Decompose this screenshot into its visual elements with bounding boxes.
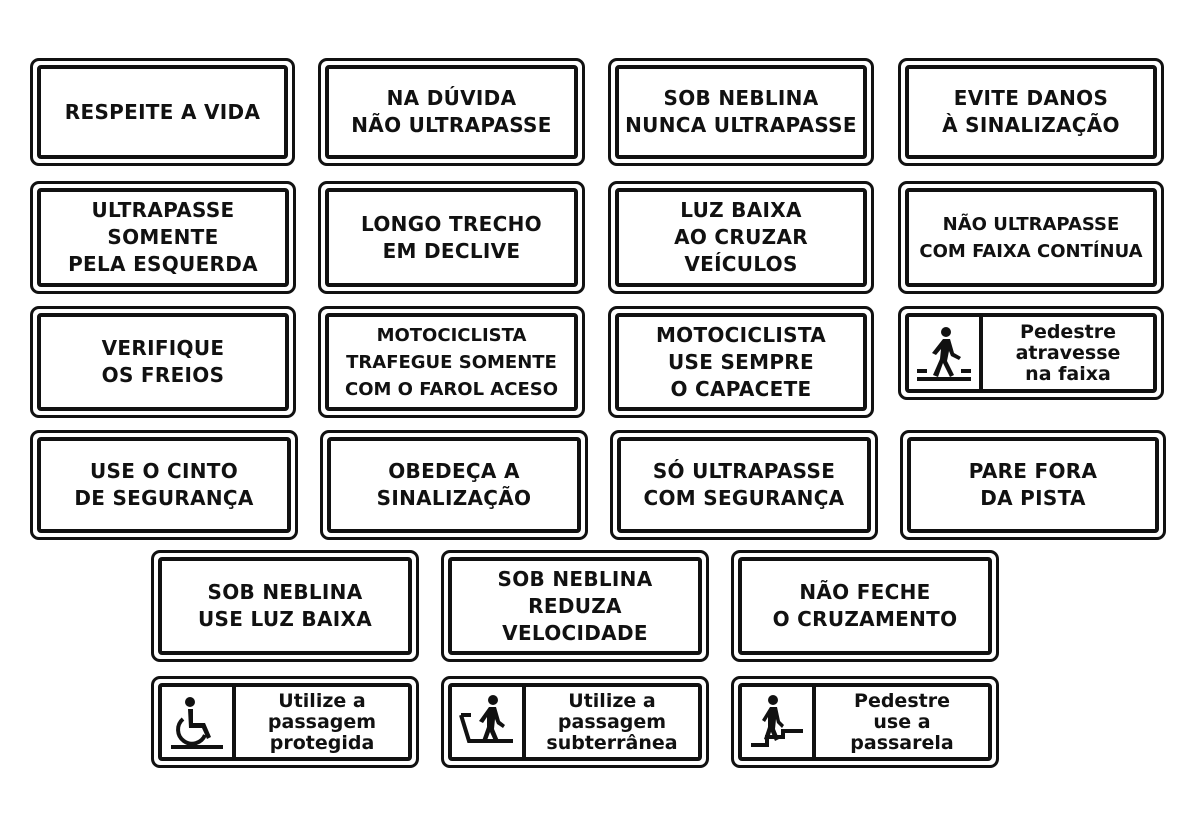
sign-ultrapasse-somente-pela-esquerda: [30, 181, 296, 294]
sign-utilize-a-passagem-protegida: [151, 676, 419, 768]
sign-na-duvida-nao-ultrapasse: [318, 58, 585, 166]
sign-text: EVITE DANOS À SINALIZAÇÃO: [942, 86, 1120, 137]
sign-text: SÓ ULTRAPASSE COM SEGURANÇA: [643, 459, 845, 510]
sign-use-o-cinto-de-seguranca: [30, 430, 298, 540]
sign-pedestre-use-a-passarela: [731, 676, 999, 768]
sign-nao-ultrapasse-com-faixa-continua: [898, 181, 1164, 294]
sign-text: MOTOCICLISTA USE SEMPRE O CAPACETE: [655, 322, 827, 401]
sign-text: NÃO ULTRAPASSE COM FAIXA CONTÍNUA: [919, 213, 1143, 262]
sign-text: SOB NEBLINA REDUZA VELOCIDADE: [497, 566, 653, 645]
sign-text: OBEDEÇA A SINALIZAÇÃO: [376, 459, 532, 510]
sign-sob-neblina-reduza-velocidade: [441, 550, 709, 662]
wheelchair-icon: [162, 687, 236, 757]
sign-pedestre-atravesse-na-faixa: [898, 306, 1164, 400]
sign-text: Pedestre atravesse na faixa: [1015, 320, 1121, 385]
sign-text: Pedestre use a passarela: [850, 689, 954, 754]
sign-obedeca-a-sinalizacao: [320, 430, 588, 540]
sign-sob-neblina-use-luz-baixa: [151, 550, 419, 662]
underpass-pedestrian-icon: [452, 687, 526, 757]
sign-motociclista-trafegue-somente-com-farol: [318, 306, 585, 418]
sign-text: USE O CINTO DE SEGURANÇA: [74, 459, 254, 510]
sign-text: SOB NEBLINA USE LUZ BAIXA: [198, 580, 372, 631]
sign-nao-feche-o-cruzamento: [731, 550, 999, 662]
sign-text: NA DÚVIDA NÃO ULTRAPASSE: [351, 86, 552, 137]
sign-text: SOB NEBLINA NUNCA ULTRAPASSE: [625, 86, 857, 137]
sign-text: RESPEITE A VIDA: [64, 99, 261, 124]
sign-respeite-a-vida: [30, 58, 295, 166]
pedestrian-crosswalk-icon: [909, 317, 983, 389]
sign-text: Utilize a passagem subterrânea: [546, 689, 678, 754]
sign-so-ultrapasse-com-seguranca: [610, 430, 878, 540]
sign-text: LONGO TRECHO EM DECLIVE: [361, 211, 542, 263]
sign-text: Utilize a passagem protegida: [267, 689, 377, 754]
sign-text: NÃO FECHE O CRUZAMENTO: [772, 580, 958, 631]
sign-pare-fora-da-pista: [900, 430, 1166, 540]
sign-text: ULTRAPASSE SOMENTE PELA ESQUERDA: [68, 198, 258, 276]
sign-luz-baixa-ao-cruzar-veiculos: [608, 181, 874, 294]
sign-longo-trecho-em-declive: [318, 181, 585, 294]
sign-text: LUZ BAIXA AO CRUZAR VEÍCULOS: [674, 198, 808, 276]
sign-text: PARE FORA DA PISTA: [968, 459, 1098, 510]
sign-text: MOTOCICLISTA TRAFEGUE SOMENTE COM O FAROL ACESO: [344, 324, 559, 400]
footbridge-pedestrian-icon: [742, 687, 816, 757]
sign-sob-neblina-nunca-ultrapasse: [608, 58, 874, 166]
sign-evite-danos-a-sinalizacao: [898, 58, 1164, 166]
sign-motociclista-use-sempre-o-capacete: [608, 306, 874, 418]
sign-verifique-os-freios: [30, 306, 296, 418]
sign-utilize-a-passagem-subterranea: [441, 676, 709, 768]
sign-text: VERIFIQUE OS FREIOS: [101, 336, 225, 387]
